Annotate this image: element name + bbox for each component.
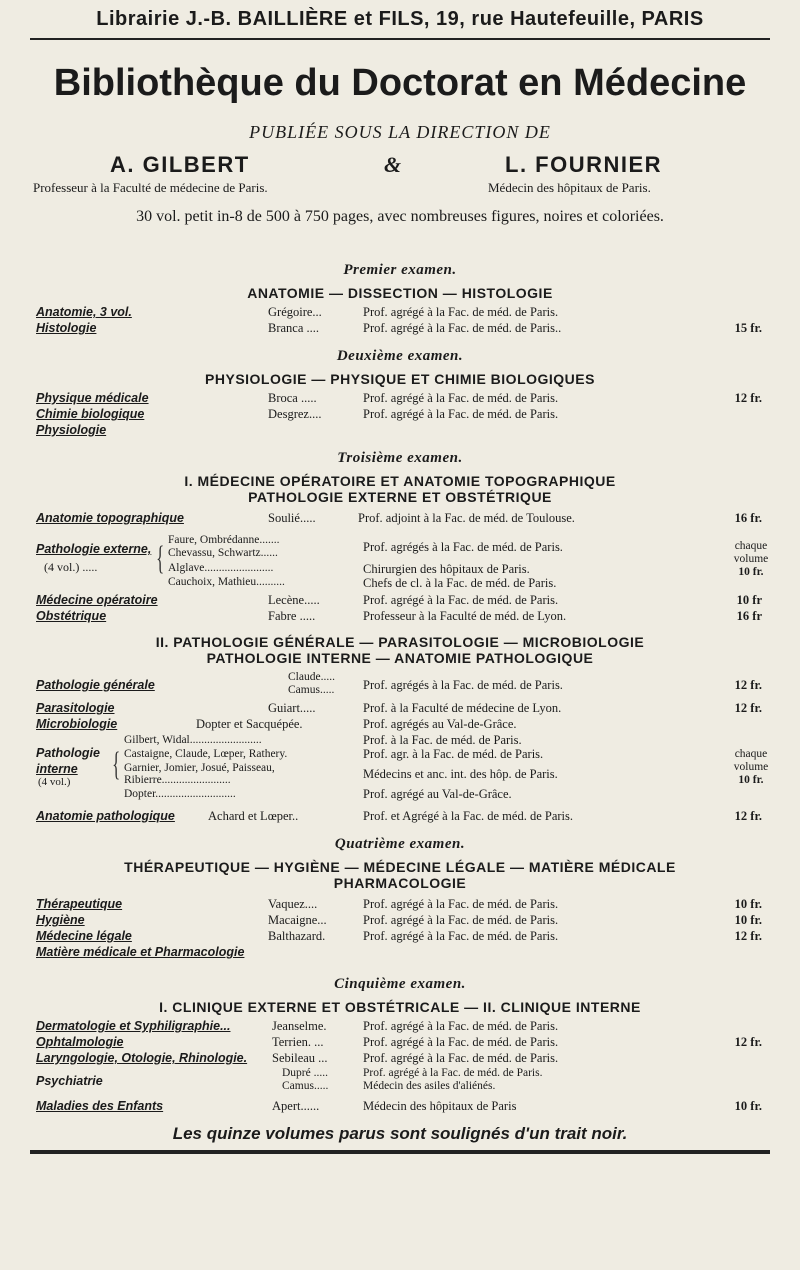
editor-name: L. FOURNIER [505, 152, 663, 177]
exam-heading: Deuxième examen. [336, 348, 464, 364]
book-row: Thérapeutique Vaquez.... Prof. agrégé à la Fac. de méd. de Paris. 10 fr. [36, 897, 762, 911]
section-heading: PATHOLOGIE INTERNE — ANATOMIE PATHOLOGIQUE [206, 650, 594, 666]
footer-rule [30, 1150, 770, 1154]
book-row: Laryngologie, Otologie, Rhinologie. Sebileau ... Prof. agrégé à la Fac. de méd. de Paris. [36, 1051, 559, 1065]
book-row: Matière médicale et Pharmacologie [36, 945, 245, 959]
book-row: Ophtalmologie Terrien. ... Prof. agrégé à la Fac. de méd. de Paris. 12 fr. [36, 1035, 762, 1049]
section-heading: PHARMACOLOGIE [333, 875, 467, 891]
book-row: Chimie biologique Desgrez.... Prof. agrégé à la Fac. de méd. de Paris. [36, 407, 559, 421]
book-row: Médecine légale Balthazard. Prof. agrégé à la Fac. de méd. de Paris. 12 fr. [36, 929, 762, 943]
footer-note: Les quinze volumes parus sont soulignés d'un trait noir. [172, 1124, 628, 1143]
exam-heading: Troisième examen. [337, 450, 463, 466]
editor-name: A. GILBERT [110, 152, 250, 177]
book-row: Médecine opératoire Lecène..... Prof. agrégé à la Fac. de méd. de Paris. 10 fr [36, 593, 762, 607]
section-heading: I. MÉDECINE OPÉRATOIRE ET ANATOMIE TOPOGRAPHIQUE [184, 473, 616, 489]
section-heading: PATHOLOGIE EXTERNE ET OBSTÉTRIQUE [248, 489, 552, 505]
book-row: Hygiène Macaigne... Prof. agrégé à la Fac. de méd. de Paris. 10 fr. [36, 913, 762, 927]
section-heading: PHYSIOLOGIE — PHYSIQUE ET CHIMIE BIOLOGIQUES [205, 371, 595, 387]
section-heading: I. CLINIQUE EXTERNE ET OBSTÉTRICALE — II. CLINIQUE INTERNE [159, 999, 641, 1015]
book-row: Histologie Branca .... Prof. agrégé à la Fac. de méd. de Paris.. 15 fr. [36, 321, 762, 335]
book-row: Dermatologie et Syphiligraphie... Jeanselme. Prof. agrégé à la Fac. de méd. de Paris. [36, 1019, 559, 1033]
publisher-header: Librairie J.-B. BAILLIÈRE et FILS, 19, rue Hautefeuille, PARIS [96, 8, 704, 30]
exam-heading: Cinquième examen. [334, 976, 466, 992]
book-row: Anatomie, 3 vol. Grégoire... Prof. agrégé à la Fac. de méd. de Paris. [36, 305, 559, 319]
section-heading: ANATOMIE — DISSECTION — HISTOLOGIE [247, 285, 553, 301]
book-row: Physique médicale Broca ..... Prof. agrégé à la Fac. de méd. de Paris. 12 fr. [36, 391, 762, 405]
book-row: Obstétrique Fabre ..... Professeur à la Faculté de méd. de Lyon. 16 fr [36, 609, 762, 623]
pathologie-interne-group: Pathologie interne (4 vol.) { Gilbert, Widal......................... Castaigne, Claude, Lœper, Rathery. Garnier, Jomier, Josué, Paisseau, Ribierre........................ Dopter............................ Prof. à la Fac. de méd. de Paris. Prof. agr. à la Fac. de méd. de Paris. Médecins et anc. int. des hôp. de Paris. Prof. agrégé au Val-de-Grâce. chaque volume 10 fr. [36, 733, 769, 801]
book-row: Microbiologie Dopter et Sacquépée. Prof. agrégés au Val-de-Grâce. [36, 717, 517, 731]
editor-affiliation: Professeur à la Faculté de médecine de Paris. [33, 180, 268, 195]
book-row: Anatomie topographique Soulié..... Prof. adjoint à la Fac. de méd. de Toulouse. 16 fr. [36, 511, 762, 525]
exam-heading: Quatrième examen. [334, 836, 466, 852]
subtitle: PUBLIÉE SOUS LA DIRECTION DE [249, 122, 551, 142]
section-heading: II. PATHOLOGIE GÉNÉRALE — PARASITOLOGIE — MICROBIOLOGIE [155, 634, 645, 650]
book-row: Physiologie [36, 423, 107, 437]
pathologie-generale-group: Pathologie générale Claude..... Camus..... Prof. agrégés à la Fac. de méd. de Paris. 12 fr. [36, 671, 762, 696]
psychiatrie-group: Psychiatrie Dupré ..... Camus..... Prof. agrégé à la Fac. de méd. de Paris. Médecin des asiles d'aliénés. [36, 1067, 543, 1092]
pathologie-externe-group: Pathologie externe, (4 vol.) ..... { Faure, Ombrédanne....... Chevassu, Schwartz...... Alglave........................ Cauchoix, Mathieu.......... Prof. agrégés à la Fac. de méd. de Paris. Chirurgien des hôpitaux de Paris. Chefs de cl. à la Fac. de méd. de Paris. chaque volume 10 fr. [36, 534, 769, 590]
editor-affiliation: Médecin des hôpitaux de Paris. [488, 180, 651, 195]
header-rule [30, 38, 770, 40]
ampersand: & [384, 152, 403, 177]
book-row: Maladies des Enfants Apert...... Médecin des hôpitaux de Paris 10 fr. [36, 1099, 762, 1113]
exam-heading: Premier examen. [343, 262, 457, 278]
section-heading: THÉRAPEUTIQUE — HYGIÈNE — MÉDECINE LÉGALE — MATIÈRE MÉDICALE [124, 859, 676, 875]
collection-description: 30 vol. petit in-8 de 500 à 750 pages, avec nombreuses figures, noires et coloriées. [136, 208, 664, 225]
book-row: Anatomie pathologique Achard et Lœper.. Prof. et Agrégé à la Fac. de méd. de Paris. 12 fr. [36, 809, 762, 823]
book-row: Parasitologie Guiart..... Prof. à la Faculté de médecine de Lyon. 12 fr. [36, 701, 762, 715]
page-title: Bibliothèque du Doctorat en Médecine [53, 62, 747, 104]
